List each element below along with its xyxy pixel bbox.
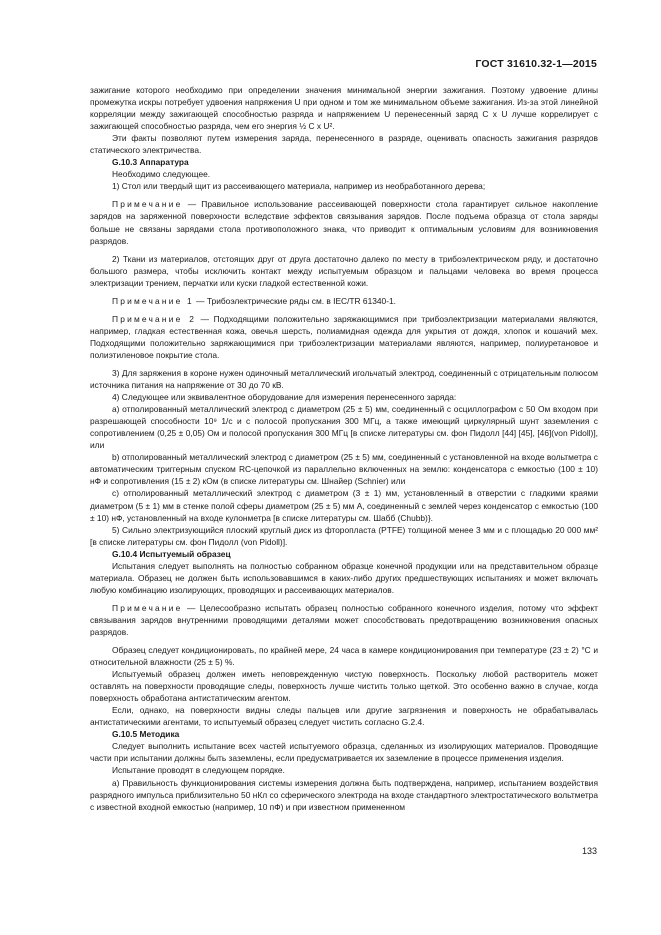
paragraph: Испытуемый образец должен иметь неповрежденную чистую поверхность. Поскольку любой растворитель может оставлять на поверхности проводящие следы, поверхность лучше чистить только щеткой. Это особенно важно в случае, когда поверхность обработана антистатическим агентом. <box>90 669 598 704</box>
paragraph: Необходимо следующее. <box>112 169 211 180</box>
paragraph: Если, однако, на поверхности видны следы пальцев или другие загрязнения и поверхность не обрабатывалась антистатическими агентами, то испытуемый образец следует чистить согласно G.2.4. <box>90 705 598 728</box>
list-item: b) отполированный металлический электрод с диаметром (25 ± 5) мм, соединенный с установленной на входе вольтметра с автоматическим триггерным спуском RC-цепочкой из параллельно включенных на землю: конденсатора с емкостью (100 ± 10) нФ и сопротивления (15 ± 2) кОм (в списке литературы см. Шнайер (Schnier) или <box>90 452 598 487</box>
paragraph: зажигание которого необходимо при определении значения минимальной энергии зажигания. Поэтому удвоение длины промежутка искры потребует удвоения напряжения U при одном и том же минимальном объеме зажигания. Из-за этой линейной корреляции между зажигающей способностью разряда и напряжением U перенесенный заряд C x U лучше коррелирует с зажигающей способностью разряда, чем его энергия ½ C x U². <box>90 85 598 132</box>
paragraph: Испытания следует выполнять на полностью собранном образце конечной продукции или на представительном образце материала. Образец не должен быть использовавшимся в каких-либо других предшествующих испытаниях и может включать любую комбинацию изолирующих, проводящих и рассеивающих материалов. <box>90 560 598 595</box>
list-item: 2) Ткани из материалов, отстоящих друг от друга достаточно далеко по месту в трибоэлектрическом ряду, и достаточно большого размера, чтобы исключить контакт между испытуемым образцом и пальцами человека во время процесса электризации трением, перчатки или куски гладкой естественной кожи. <box>90 253 598 288</box>
note-text: — Трибоэлектрические ряды см. в IEC/TR 61340-1. <box>193 295 396 306</box>
note-label: Примечание 1 <box>112 295 194 306</box>
note-text: — Целесообразно испытать образец полностью собранного конечного изделия, потому что эффект связывания зарядов внутренними проводящими деталями может способствовать предотвращению возникновения опасных разрядов. <box>90 602 598 637</box>
note-text: — Правильное использование рассеивающей поверхности стола гарантирует сильное накопление зарядов на заряженной поверхности вследствие эффектов связывания зарядов. После подъема образца от стола заряды больше не связаны зарядами стола противоположного знака, что приводит к оптимальным условиям для возникновения разрядов. <box>90 199 598 246</box>
document-body <box>90 84 598 813</box>
paragraph: Образец следует кондиционировать, по крайней мере, 24 часа в камере кондиционирования при температуре (23 ± 2) °С и относительной влажности (25 ± 5) %. <box>90 645 598 668</box>
note-label: Примечание 2 <box>112 313 197 324</box>
note-text: — Подходящими положительно заряжающимися при трибоэлектризации материалами являются, например, гладкая естественная кожа, овечья шерсть, полиамидная одежда для укрытия от дождя, хлопок и кошачий мех. Подходящими положительно заряжающимися при трибоэлектризации материалами являются, например, полиуретановое и полиэтиленовое покрытие стола. <box>90 313 599 360</box>
note <box>90 295 598 307</box>
list-item: 1) Стол или твердый щит из рассеивающего материала, например из необработанного дерева; <box>112 181 486 192</box>
list-item: c) отполированный металлический электрод с диаметром (3 ± 1) мм, установленный в отверстии с гладкими краями диаметром (5 ± 1) мм в стенке полой сферы диаметром (25 ± 5) мм А, соединенный с землей через конденсатор с емкостью (100 ± 10) нФ, установленный на входе кулонметра [в списке литературы см. Шабб (Chubb)}. <box>90 488 598 523</box>
document-header: ГОСТ 31610.32-1—2015 <box>475 58 597 70</box>
list-item: а) отполированный металлический электрод с диаметром (25 ± 5) мм, соединенный с осциллографом с 50 Ом входом при разрешающей способности 10⁹ 1/с и с полосой пропускания 300 МГц, а также имеющий циркулярный шунт заземления с сопротивлением (0,25 ± 0,05) Ом и полосой пропускания 300 МГц [в списке литературы см. фон Пидолл [44] [45], [46](von Pidoll)], или <box>90 404 598 451</box>
paragraph: Следует выполнить испытание всех частей испытуемого образца, сделанных из изолирующих материалов. Проводящие части при испытании должны быть заземлены, если предусматривается их заземление в процессе применения изделия. <box>90 741 598 764</box>
note-label: Примечание <box>112 602 183 613</box>
section-heading: G.10.5 Методика <box>112 729 180 740</box>
page-number: 133 <box>581 846 597 856</box>
list-item: 4) Следующее или эквивалентное оборудование для измерения перенесенного заряда: <box>112 392 457 403</box>
paragraph: Эти факты позволяют путем измерения заряда, перенесенного в разряде, оценивать опасность зажигания разрядов статического электричества. <box>90 133 598 156</box>
note <box>90 198 598 246</box>
list-item: 5) Сильно электризующийся плоский круглый диск из фторопласта (PTFE) толщиной менее 3 мм и с площадью 20 000 мм² [в списке литературы см. фон Пидолл (von Pidoll)]. <box>90 524 598 547</box>
note-label: Примечание <box>112 199 183 210</box>
section-heading: G.10.4 Испытуемый образец <box>112 548 231 559</box>
section-heading: G.10.3 Аппаратура <box>112 157 189 168</box>
note <box>90 313 598 361</box>
list-item: а) Правильность функционирования системы измерения должна быть подтверждена, например, испытанием воздействия разрядного импульса приблизительно 50 нКл со сферического электрода на входе стандартного электростатического вольтметра с известной входной емкостью (например, 10 пФ) и при известном примененном <box>90 777 598 812</box>
list-item: 3) Для заряжения в короне нужен одиночный металлический игольчатый электрод, соединенный с отрицательным полюсом источника питания на напряжение от 30 до 70 кВ. <box>90 367 598 391</box>
note <box>90 602 598 638</box>
paragraph: Испытание проводят в следующем порядке. <box>112 765 285 776</box>
